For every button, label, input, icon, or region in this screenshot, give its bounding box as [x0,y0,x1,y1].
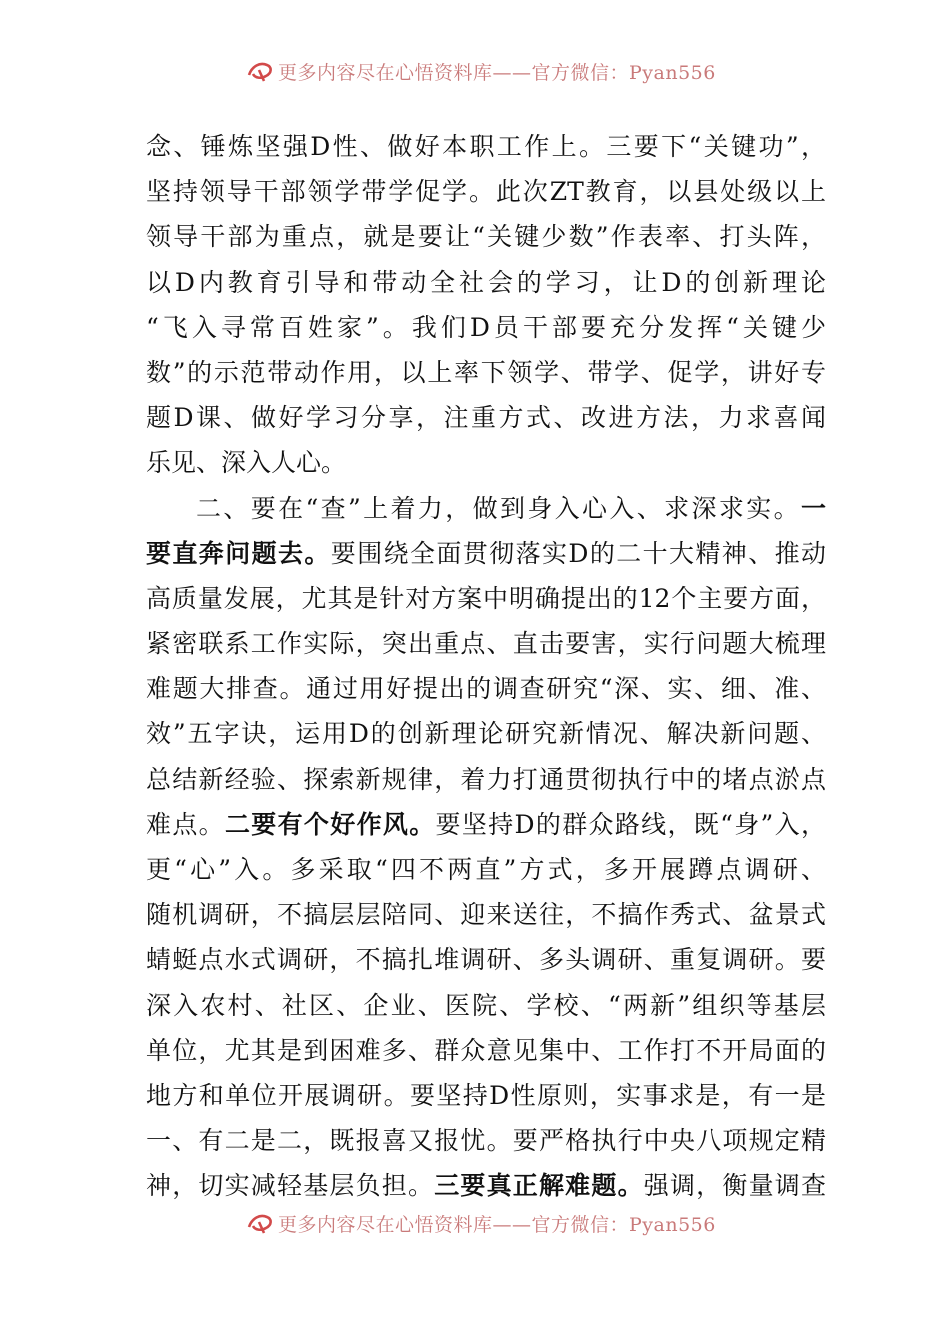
text-run: 单位，尤其是到困难多、群众意见集中、工作打不开局面的 [146,1035,826,1065]
text-run: 高质量发展，尤其是针对方案中明确提出的12个主要方面， [146,583,826,613]
text-run: 数”的示范带动作用，以上率下领学、带学、促学，讲好专 [146,357,826,387]
text-line [146,531,826,576]
text-line [146,1028,826,1073]
text-line [146,440,826,485]
text-line [146,937,826,982]
text-line [146,983,826,1028]
text-run: 效”五字诀，运用D的创新理论研究新情况、解决新问题、 [146,719,826,749]
text-run: 紧密联系工作实际，突出重点、直击要害，实行问题大梳理 [146,629,826,659]
text-run: 领导干部为重点，就是要让“关键少数”作表率、打头阵， [146,222,826,252]
article-body [146,124,826,1209]
watermark-logo-icon [246,1210,276,1236]
text-line [146,124,826,169]
watermark-footer [246,1208,726,1238]
text-line [146,666,826,711]
text-run: 神，切实减轻基层负担。 [146,1171,435,1201]
text-run: 强调，衡量调查 [643,1171,826,1201]
text-run: 乐见、深入人心。 [146,448,347,478]
text-line [146,892,826,937]
text-run: 以D内教育引导和带动全社会的学习，让D的创新理论 [146,267,826,297]
text-line [146,1073,826,1118]
text-run: 蜻蜓点水式调研，不搞扎堆调研、多头调研、重复调研。要 [146,945,826,975]
text-line [146,1118,826,1163]
text-run: “飞入寻常百姓家”。我们D员干部要充分发挥“关键少 [146,312,826,342]
text-run: 地方和单位开展调研。要坚持D性原则，实事求是，有一是 [146,1080,826,1110]
text-line [146,621,826,666]
text-line [146,395,826,440]
text-run: 难点。 [146,809,225,839]
text-line [146,486,826,531]
text-line [146,757,826,802]
watermark-header-text: 更多内容尽在心悟资料库——官方微信：Pyan556 [278,61,716,84]
text-line [146,214,826,259]
text-run: 坚持领导干部领学带学促学。此次ZT教育，以县处级以上 [146,177,826,207]
bold-phrase: 二要有个好作风。 [224,809,436,839]
text-line [146,802,826,847]
text-run: 难题大排查。通过用好提出的调查研究“深、实、细、准、 [146,674,826,704]
bold-phrase: 一 [800,493,826,523]
text-line [146,169,826,214]
text-run: 题D课、做好学习分享，注重方式、改进方法，力求喜闻 [146,403,826,433]
text-line [146,847,826,892]
text-line [146,350,826,395]
bold-phrase: 三要真正解难题。 [434,1171,644,1201]
text-run: 更“心”入。多采取“四不两直”方式，多开展蹲点调研、 [146,855,826,884]
text-line [146,260,826,305]
watermark-header [246,56,726,86]
text-run: 深入农村、社区、企业、医院、学校、“两新”组织等基层 [146,990,826,1020]
bold-phrase: 要直奔问题去。 [146,538,331,568]
text-line [146,576,826,621]
text-run: 一、有二是二，既报喜又报忧。要严格执行中央八项规定精 [146,1126,826,1156]
text-run: 念、锤炼坚强D性、做好本职工作上。三要下“关键功”， [146,132,826,161]
watermark-logo-icon [246,58,276,84]
watermark-footer-text: 更多内容尽在心悟资料库——官方微信：Pyan556 [278,1213,716,1236]
text-run: 总结新经验、探索新规律，着力打通贯彻执行中的堵点淤点 [146,764,826,794]
text-run: 要坚持D的群众路线，既“身”入， [435,809,826,839]
text-line [146,711,826,756]
text-line [146,305,826,350]
text-run: 随机调研，不搞层层陪同、迎来送往，不搞作秀式、盆景式 [146,900,826,930]
text-run: 要围绕全面贯彻落实D的二十大精神、推动 [330,538,826,568]
text-run: 二、要在“查”上着力，做到身入心入、求深求实。 [196,493,801,523]
text-line [146,1163,826,1208]
